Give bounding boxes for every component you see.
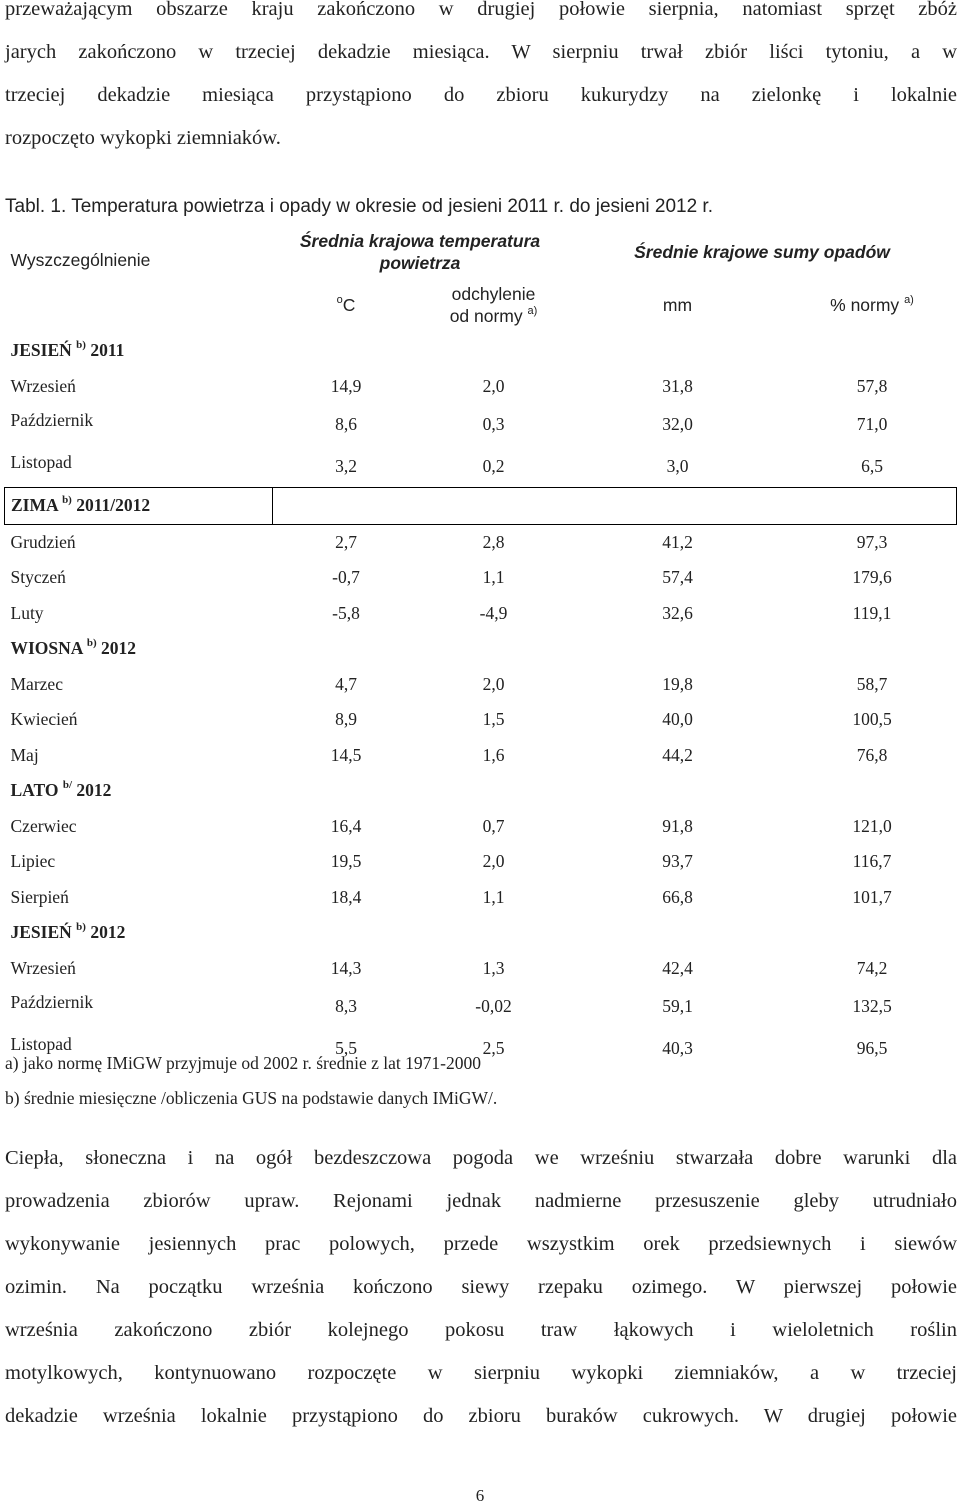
section-label: WIOSNA $^{b)}$ 2012 [10, 637, 136, 659]
precip-percent-cell: 100,5 [852, 709, 892, 730]
deviation-header: odchylenie od normy $^{a)}$ [449, 284, 538, 326]
precip-percent-cell: 179,6 [852, 567, 892, 588]
precip-mm-cell: 40,3 [662, 1037, 693, 1058]
temperature-cell: -0,7 [332, 567, 360, 588]
deviation-cell: 0,3 [482, 414, 505, 435]
section-row [5, 488, 957, 525]
section-label: ZIMA $^{b)}$ 2011/2012 [5, 488, 273, 525]
deviation-cell: -0,02 [475, 996, 512, 1017]
month-cell: Grudzień [10, 531, 76, 552]
section-row [5, 773, 957, 809]
section-row [5, 631, 957, 667]
precip-percent-cell: 57,8 [856, 375, 888, 396]
text-line: przeważającym obszarze kraju zakończono w drugiej połowie sierpnia, natomiast sprzęt zbóż [5, 0, 957, 20]
table-footnotes [5, 1046, 497, 1116]
text-line: wykonywanie jesiennych prac polowych, przede wszystkim orek przedsiewnych i siewów [5, 1233, 957, 1255]
precip-mm-cell: 59,1 [662, 996, 693, 1017]
table-row [5, 524, 957, 560]
table-row [5, 880, 957, 916]
deviation-cell: 2,8 [482, 531, 505, 552]
table-row [5, 369, 957, 405]
precip-mm-cell: 32,0 [662, 414, 693, 435]
precip-mm-cell: 40,0 [662, 709, 693, 730]
month-cell: Lipiec [10, 851, 56, 872]
table-row [5, 667, 957, 703]
precip-percent-cell: 132,5 [852, 996, 892, 1017]
precip-percent-cell: 119,1 [852, 602, 892, 623]
column-header-description: Wyszczególnienie [10, 249, 151, 270]
month-cell: Październik [10, 992, 94, 1012]
precip-percent-cell: 96,5 [856, 1037, 888, 1058]
table-caption: Tabl. 1. Temperatura powietrza i opady w okresie od jesieni 2011 r. do jesieni 2012 r. [5, 196, 713, 217]
temperature-cell: 8,9 [335, 709, 357, 730]
month-cell: Maj [10, 744, 39, 765]
precip-percent-cell: 6,5 [861, 455, 883, 476]
deviation-cell: 2,0 [482, 375, 505, 396]
temperature-cell: -5,8 [332, 602, 360, 623]
table-row [5, 702, 957, 738]
precip-percent-cell: 74,2 [856, 957, 888, 978]
footnote: b) średnie miesięczne /obliczenia GUS na podstawie danych IMiGW/. [5, 1088, 498, 1108]
month-cell: Wrzesień [10, 375, 76, 396]
table-row [5, 738, 957, 774]
deviation-cell: 1,1 [482, 567, 505, 588]
month-cell: Luty [10, 602, 44, 623]
text-line: września zakończono zbiór kolejnego pokosu traw łąkowych i wieloletnich roślin [5, 1319, 957, 1341]
table-row [5, 596, 957, 632]
text-line: prowadzenia zbiorów upraw. Rejonami jednak nadmierne przesuszenie gleby utrudniało [5, 1190, 957, 1212]
text-line: rozpoczęto wykopki ziemniaków. [5, 127, 281, 149]
temperature-group-header: Średnia krajowa temperatura powietrza [299, 231, 541, 273]
precip-mm-cell: 57,4 [662, 567, 693, 588]
temperature-cell: 14,5 [330, 744, 362, 765]
precip-percent-cell: 97,3 [856, 531, 888, 552]
precip-percent-cell: 121,0 [852, 815, 892, 836]
page-number: 6 [475, 1486, 485, 1505]
deviation-cell: 1,6 [482, 744, 505, 765]
precip-mm-cell: 41,2 [662, 531, 693, 552]
month-cell: Listopad [10, 1033, 72, 1054]
table-row [5, 844, 957, 880]
temperature-cell: 8,6 [335, 414, 357, 435]
deviation-cell: 1,5 [482, 709, 505, 730]
section-label: LATO $^{b/}$ 2012 [10, 779, 112, 801]
table-row [5, 986, 957, 1028]
precipitation-group-header: Średnie krajowe sumy opadów [634, 242, 890, 262]
precip-percent-cell: 76,8 [856, 744, 888, 765]
section-row [5, 333, 957, 369]
deviation-cell: -4,9 [479, 602, 508, 623]
precip-mm-cell: 91,8 [662, 815, 693, 836]
month-cell: Listopad [10, 451, 72, 472]
precip-mm-cell: 3,0 [666, 455, 689, 476]
section-label: JESIEŃ $^{b)}$ 2011 [10, 339, 125, 361]
temperature-cell: 3,2 [335, 455, 357, 476]
month-cell: Marzec [10, 673, 63, 694]
deviation-cell: 0,2 [482, 455, 505, 476]
temperature-cell: 8,3 [335, 996, 357, 1017]
celsius-header: $^o$C [336, 293, 356, 315]
section-spacer [273, 488, 957, 525]
section-row [5, 915, 957, 951]
deviation-cell: 2,5 [482, 1037, 505, 1058]
precip-mm-cell: 44,2 [662, 744, 693, 765]
text-line: trzeciej dekadzie miesiąca przystąpiono do zbioru kukurydzy na zielonkę i lokalnie [5, 84, 957, 106]
precip-mm-cell: 31,8 [662, 375, 693, 396]
precip-mm-cell: 66,8 [662, 886, 693, 907]
temperature-cell: 18,4 [330, 886, 362, 907]
footnote: a) jako normę IMiGW przyjmuje od 2002 r. średnie z lat 1971-2000 [5, 1053, 481, 1073]
text-line: ozimin. Na początku września kończono siewy rzepaku ozimego. W pierwszej połowie [5, 1276, 957, 1298]
precip-mm-cell: 32,6 [662, 602, 693, 623]
deviation-cell: 0,7 [482, 815, 505, 836]
temperature-cell: 16,4 [330, 815, 362, 836]
precip-percent-cell: 71,0 [856, 414, 888, 435]
text-line: motylkowych, kontynuowano rozpoczęte w sierpniu wykopki ziemniaków, a w trzeciej [5, 1362, 957, 1384]
percent-norm-header: % normy $^{a)}$ [830, 293, 914, 315]
section-label: JESIEŃ $^{b)}$ 2012 [10, 921, 126, 943]
precip-percent-cell: 101,7 [852, 886, 892, 907]
table-row [5, 404, 957, 446]
precip-mm-cell: 42,4 [662, 957, 693, 978]
deviation-cell: 1,3 [482, 957, 505, 978]
temperature-cell: 19,5 [330, 851, 362, 872]
temperature-cell: 4,7 [335, 673, 357, 694]
temperature-cell: 5,5 [335, 1037, 357, 1058]
temperature-cell: 2,7 [335, 531, 357, 552]
month-cell: Czerwiec [10, 815, 77, 836]
table-row [5, 560, 957, 596]
weather-table [4, 227, 957, 1069]
text-line: jarych zakończono w trzeciej dekadzie miesiąca. W sierpniu trwał zbiór liści tytoniu, a w [5, 41, 957, 63]
precip-mm-cell: 19,8 [662, 673, 693, 694]
month-cell: Sierpień [10, 886, 69, 907]
table-row [5, 809, 957, 845]
text-line: Ciepła, słoneczna i na ogół bezdeszczowa pogoda we wrześniu stwarzała dobre warunki dla [5, 1147, 957, 1169]
header-row [5, 227, 957, 277]
mm-header: mm [662, 294, 693, 315]
table-row [5, 951, 957, 987]
outro-paragraph [5, 1137, 957, 1438]
month-cell: Październik [10, 410, 94, 430]
table-row [5, 446, 957, 488]
month-cell: Kwiecień [10, 709, 78, 730]
text-line: dekadzie września lokalnie przystąpiono do zbioru buraków cukrowych. W drugiej połowie [5, 1405, 957, 1427]
precip-percent-cell: 58,7 [856, 673, 888, 694]
month-cell: Wrzesień [10, 957, 76, 978]
temperature-cell: 14,9 [330, 375, 362, 396]
precip-mm-cell: 93,7 [662, 851, 693, 872]
deviation-cell: 2,0 [482, 673, 505, 694]
deviation-cell: 2,0 [482, 851, 505, 872]
temperature-cell: 14,3 [330, 957, 362, 978]
deviation-cell: 1,1 [482, 886, 505, 907]
month-cell: Styczeń [10, 567, 66, 588]
precip-percent-cell: 116,7 [852, 851, 892, 872]
intro-paragraph [5, 0, 957, 160]
